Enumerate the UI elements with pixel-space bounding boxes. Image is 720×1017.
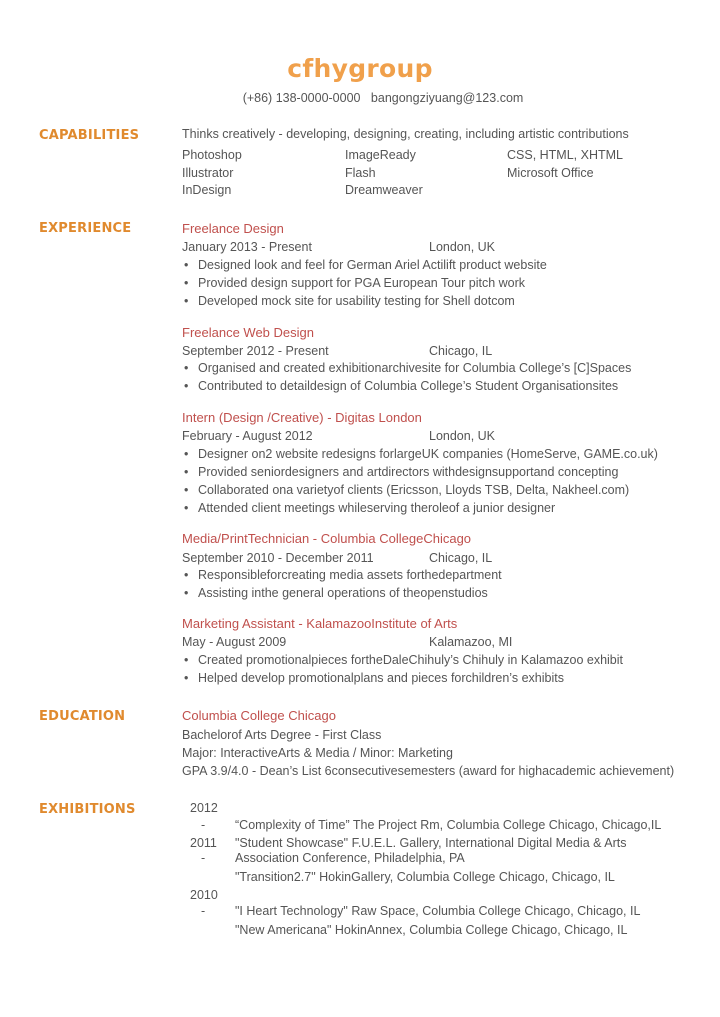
- job-bullet: • Developed mock site for usability testing for Shell dotcom: [184, 294, 515, 308]
- job-bullet: • Collaborated ona varietyof clients (Ericsson, Lloyds TSB, Delta, Nakheel.com): [184, 483, 630, 497]
- exhibition-dash: -: [201, 818, 206, 832]
- contact-line: [0, 91, 720, 105]
- job-title: Freelance Design: [182, 221, 284, 236]
- job-location: Chicago, IL: [429, 344, 493, 358]
- job-title: Marketing Assistant - KalamazooInstitute of Arts: [182, 616, 458, 631]
- section-title-capabilities: CAPABILITIES: [39, 128, 140, 143]
- resume-name: cfhygroup: [287, 54, 433, 83]
- exhibition-entry: “Complexity of Time” The Project Rm, Columbia College Chicago, Chicago,IL: [235, 818, 662, 832]
- bullet-icon: •: [184, 294, 189, 308]
- job-bullet: • Contributed to detaildesign of Columbia College’s Student Organisationsites: [184, 379, 619, 393]
- section-title-exhibitions: EXHIBITIONS: [39, 802, 136, 817]
- education-line: Major: InteractiveArts & Media / Minor: Marketing: [182, 746, 453, 760]
- bullet-icon: •: [184, 361, 189, 375]
- job-title: Intern (Design /Creative) - Digitas London: [182, 410, 422, 425]
- job-title: Media/PrintTechnician - Columbia CollegeChicago: [182, 531, 472, 546]
- job-dates: May - August 2009: [182, 635, 287, 649]
- skill-item: Flash: [345, 166, 376, 180]
- skill-item: InDesign: [182, 183, 232, 197]
- bullet-icon: •: [184, 465, 189, 479]
- bullet-icon: •: [184, 586, 189, 600]
- section-title-education: EDUCATION: [39, 709, 126, 724]
- skill-item: Illustrator: [182, 166, 234, 180]
- job-bullet: • Assisting inthe general operations of theopenstudios: [184, 586, 488, 600]
- job-dates: January 2013 - Present: [182, 240, 312, 254]
- job-bullet: • Created promotionalpieces fortheDaleChihuly’s Chihuly in Kalamazoo exhibit: [184, 653, 623, 667]
- bullet-icon: •: [184, 379, 189, 393]
- job-dates: September 2012 - Present: [182, 344, 329, 358]
- job-dates: September 2010 - December 2011: [182, 551, 374, 565]
- job-bullet: • Helped develop promotionalplans and pieces forchildren’s exhibits: [184, 671, 564, 685]
- job-location: London, UK: [429, 240, 496, 254]
- education-line: Bachelorof Arts Degree - First Class: [182, 728, 382, 742]
- bullet-icon: •: [184, 258, 189, 272]
- bullet-icon: •: [184, 671, 189, 685]
- exhibition-entry: "New Americana" HokinAnnex, Columbia College Chicago, Chicago, IL: [235, 923, 628, 937]
- email-address: bangongziyuang@123.com: [370, 91, 524, 105]
- job-bullet: • Provided design support for PGA European Tour pitch work: [184, 276, 526, 290]
- job-dates: February - August 2012: [182, 429, 313, 443]
- capabilities-intro: Thinks creatively - developing, designing, creating, including artistic contributions: [182, 127, 629, 141]
- job-location: Chicago, IL: [429, 551, 493, 565]
- bullet-icon: •: [184, 483, 189, 497]
- skill-item: CSS, HTML, XHTML: [507, 148, 623, 162]
- job-bullet: • Designer on2 website redesigns forlargeUK companies (HomeServe, GAME.co.uk): [184, 447, 658, 461]
- exhibition-year: 2010: [190, 888, 218, 902]
- job-title: Freelance Web Design: [182, 325, 314, 340]
- exhibition-entry: Association Conference, Philadelphia, PA: [235, 851, 465, 865]
- school-name: Columbia College Chicago: [182, 708, 336, 723]
- skill-item: Dreamweaver: [345, 183, 423, 197]
- job-location: Kalamazoo, MI: [429, 635, 513, 649]
- skill-item: ImageReady: [345, 148, 416, 162]
- skill-item: Photoshop: [182, 148, 242, 162]
- bullet-icon: •: [184, 276, 189, 290]
- exhibition-entry: "I Heart Technology" Raw Space, Columbia College Chicago, Chicago, IL: [235, 904, 641, 918]
- section-title-experience: EXPERIENCE: [39, 221, 132, 236]
- job-location: London, UK: [429, 429, 496, 443]
- education-line: GPA 3.9/4.0 - Dean’s List 6consecutivesemesters (award for highacademic achievement): [182, 764, 675, 778]
- bullet-icon: •: [184, 568, 189, 582]
- bullet-icon: •: [184, 447, 189, 461]
- exhibition-entry: "Transition2.7" HokinGallery, Columbia College Chicago, Chicago, IL: [235, 870, 615, 884]
- exhibition-year: 2011: [190, 836, 217, 850]
- exhibition-dash: -: [201, 851, 206, 865]
- phone-number: (+86) 138-0000-0000: [242, 91, 361, 105]
- exhibition-entry: "Student Showcase" F.U.E.L. Gallery, International Digital Media & Arts: [235, 836, 627, 850]
- bullet-icon: •: [184, 653, 189, 667]
- job-bullet: • Organised and created exhibitionarchivesite for Columbia College’s [C]Spaces: [184, 361, 632, 375]
- bullet-icon: •: [184, 501, 189, 515]
- exhibition-dash: -: [201, 904, 206, 918]
- exhibition-year: 2012: [190, 801, 218, 815]
- job-bullet: • Provided seniordesigners and artdirectors withdesignsupportand concepting: [184, 465, 619, 479]
- job-bullet: • Attended client meetings whileserving theroleof a junior designer: [184, 501, 556, 515]
- job-bullet: • Designed look and feel for German Ariel Actilift product website: [184, 258, 547, 272]
- skill-item: Microsoft Office: [507, 166, 594, 180]
- job-bullet: • Responsibleforcreating media assets forthedepartment: [184, 568, 502, 582]
